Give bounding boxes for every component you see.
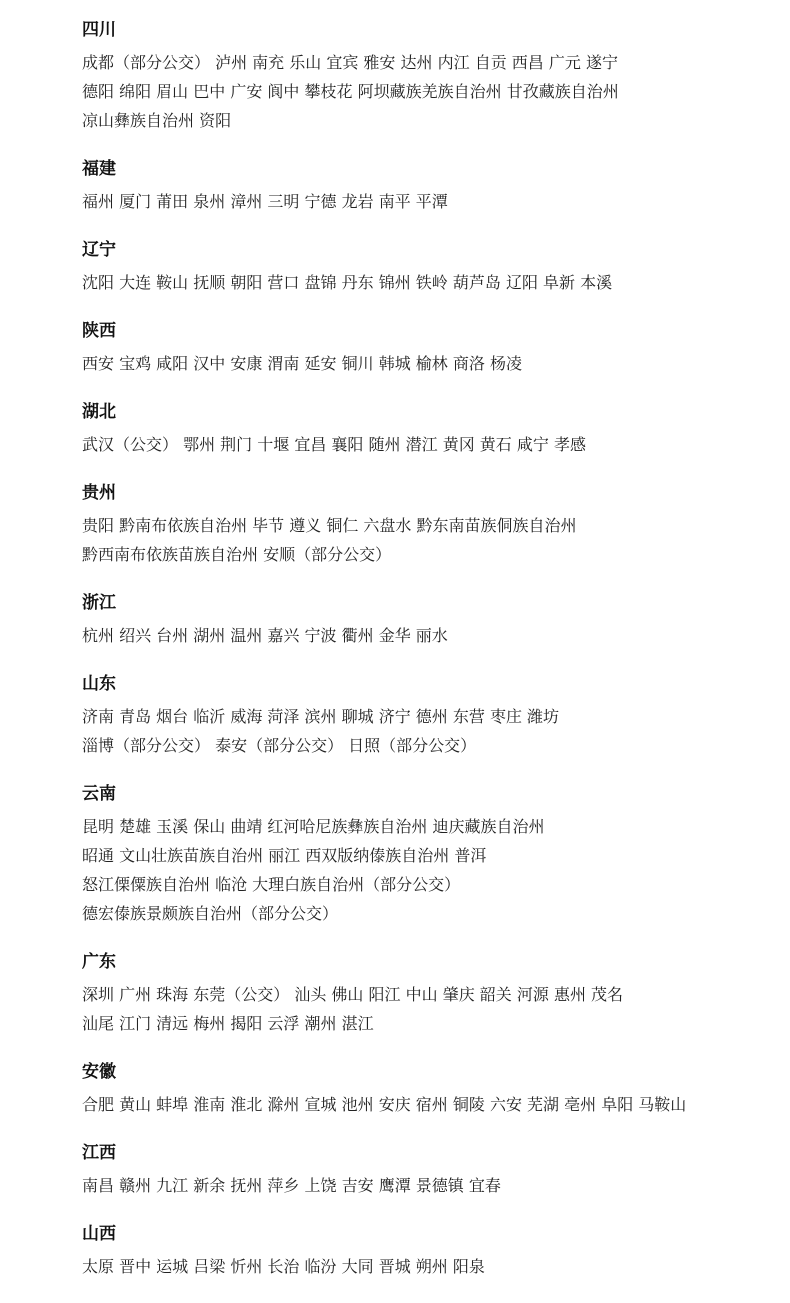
province-title: 浙江 xyxy=(82,593,116,613)
city-list-line: 淄博（部分公交） 泰安（部分公交） 日照（部分公交） xyxy=(82,736,477,755)
province-section xyxy=(82,18,782,135)
city-list-line: 成都（部分公交） 泸州 南充 乐山 宜宾 雅安 达州 内江 自贡 西昌 广元 遂宁 xyxy=(82,53,618,72)
province-section xyxy=(82,1222,782,1281)
city-list-line: 汕尾 江门 清远 梅州 揭阳 云浮 潮州 湛江 xyxy=(82,1014,374,1033)
province-section xyxy=(82,481,782,569)
province-title: 辽宁 xyxy=(82,240,116,260)
city-list-document xyxy=(82,18,782,1303)
province-section xyxy=(82,672,782,760)
province-section xyxy=(82,157,782,216)
province-section xyxy=(82,238,782,297)
city-list-line: 怒江傈僳族自治州 临沧 大理白族自治州（部分公交） xyxy=(82,875,461,894)
province-section xyxy=(82,1060,782,1119)
city-list-line: 西安 宝鸡 咸阳 汉中 安康 渭南 延安 铜川 韩城 榆林 商洛 杨凌 xyxy=(82,354,522,373)
province-section xyxy=(82,782,782,928)
province-section xyxy=(82,591,782,650)
province-title: 陕西 xyxy=(82,321,116,341)
city-list-line: 凉山彝族自治州 资阳 xyxy=(82,111,232,130)
city-list-line: 武汉（公交） 鄂州 荆门 十堰 宜昌 襄阳 随州 潜江 黄冈 黄石 咸宁 孝感 xyxy=(82,435,586,454)
city-list-line: 合肥 黄山 蚌埠 淮南 淮北 滁州 宣城 池州 安庆 宿州 铜陵 六安 芜湖 亳州 阜阳 马鞍山 xyxy=(82,1095,687,1114)
province-title: 安徽 xyxy=(82,1062,116,1082)
city-list-line: 济南 青岛 烟台 临沂 威海 菏泽 滨州 聊城 济宁 德州 东营 枣庄 潍坊 xyxy=(82,707,560,726)
city-list-line: 黔西南布依族苗族自治州 安顺（部分公交） xyxy=(82,545,392,564)
province-title: 云南 xyxy=(82,784,116,804)
city-list-line: 德阳 绵阳 眉山 巴中 广安 阆中 攀枝花 阿坝藏族羌族自治州 甘孜藏族自治州 xyxy=(82,82,619,101)
province-section xyxy=(82,319,782,378)
province-section xyxy=(82,400,782,459)
province-title: 广东 xyxy=(82,952,116,972)
city-list-line: 昆明 楚雄 玉溪 保山 曲靖 红河哈尼族彝族自治州 迪庆藏族自治州 xyxy=(82,817,545,836)
city-list-line: 南昌 赣州 九江 新余 抚州 萍乡 上饶 吉安 鹰潭 景德镇 宜春 xyxy=(82,1176,501,1195)
province-title: 福建 xyxy=(82,159,116,179)
city-list-line: 贵阳 黔南布依族自治州 毕节 遵义 铜仁 六盘水 黔东南苗族侗族自治州 xyxy=(82,516,577,535)
province-title: 山东 xyxy=(82,674,116,694)
province-title: 江西 xyxy=(82,1143,116,1163)
city-list-line: 德宏傣族景颇族自治州（部分公交） xyxy=(82,904,339,923)
city-list-line: 福州 厦门 莆田 泉州 漳州 三明 宁德 龙岩 南平 平潭 xyxy=(82,192,448,211)
city-list-line: 昭通 文山壮族苗族自治州 丽江 西双版纳傣族自治州 普洱 xyxy=(82,846,487,865)
province-section xyxy=(82,1141,782,1200)
city-list-line: 太原 晋中 运城 吕梁 忻州 长治 临汾 大同 晋城 朔州 阳泉 xyxy=(82,1257,485,1276)
province-title: 四川 xyxy=(82,20,116,40)
province-title: 山西 xyxy=(82,1224,116,1244)
province-title: 湖北 xyxy=(82,402,116,422)
city-list-line: 深圳 广州 珠海 东莞（公交） 汕头 佛山 阳江 中山 肇庆 韶关 河源 惠州 茂名 xyxy=(82,985,624,1004)
city-list-line: 沈阳 大连 鞍山 抚顺 朝阳 营口 盘锦 丹东 锦州 铁岭 葫芦岛 辽阳 阜新 本溪 xyxy=(82,273,613,292)
city-list-line: 杭州 绍兴 台州 湖州 温州 嘉兴 宁波 衢州 金华 丽水 xyxy=(82,626,448,645)
province-section xyxy=(82,950,782,1038)
province-title: 贵州 xyxy=(82,483,116,503)
